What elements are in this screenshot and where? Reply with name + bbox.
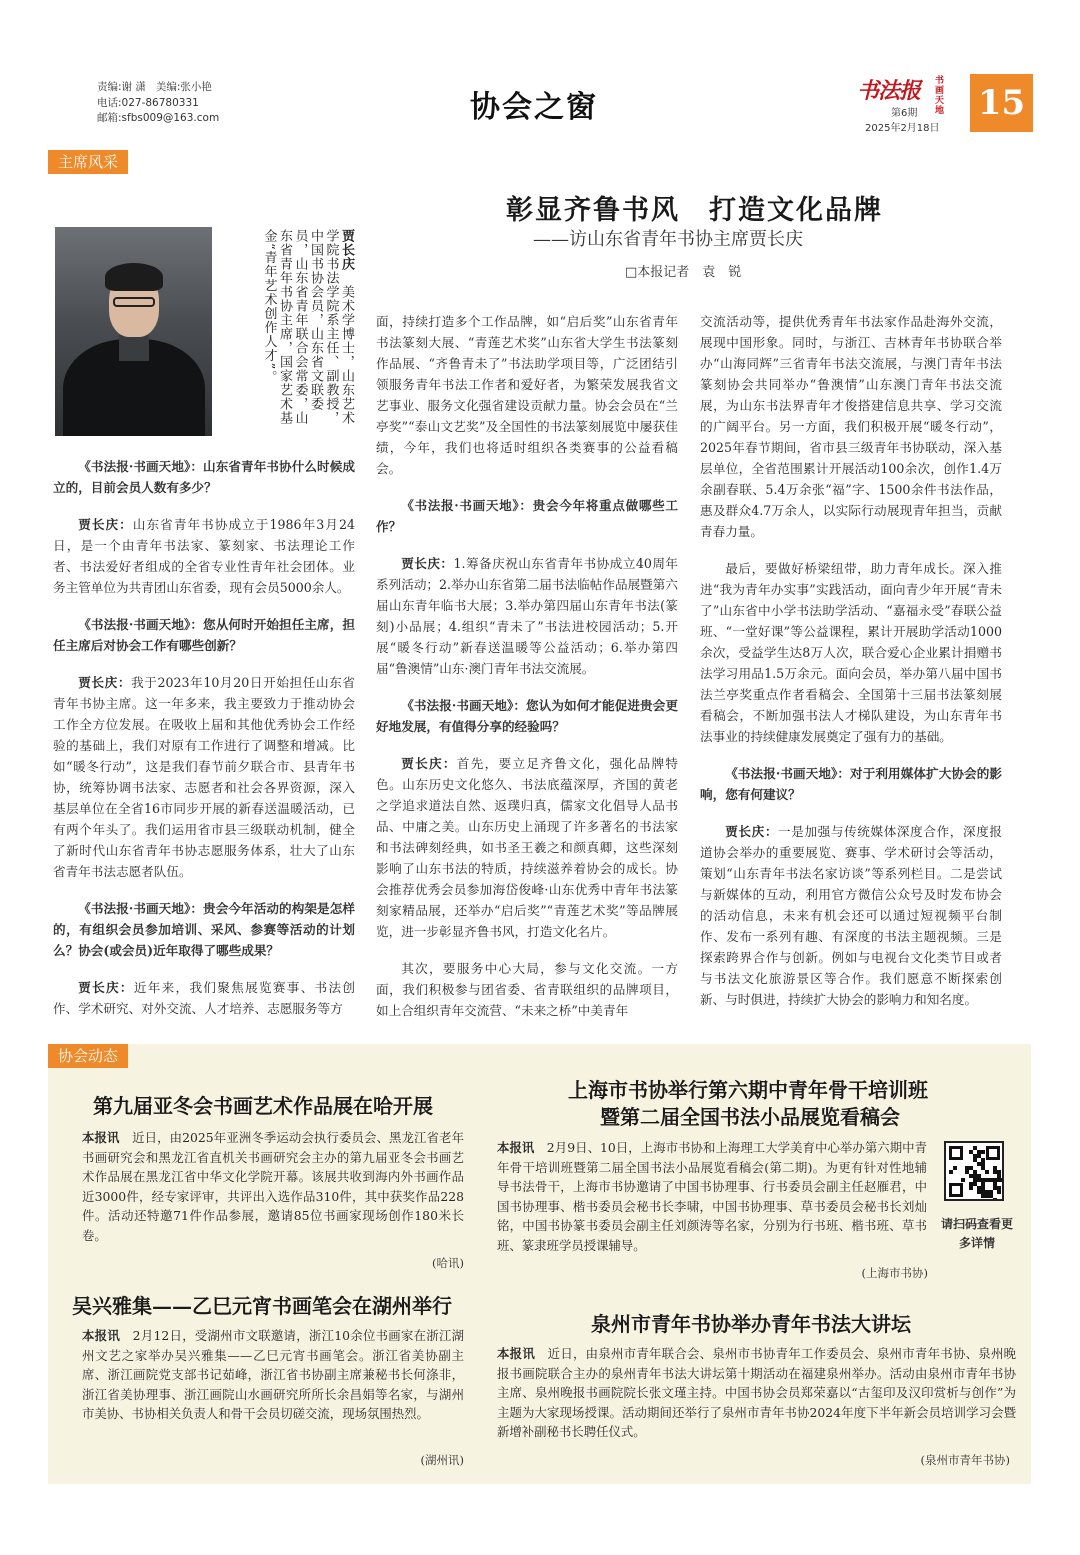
interview-question: 《书法报·书画天地》：贵会今年将重点做哪些工作？ <box>376 498 678 534</box>
news-text: 2月9日、10日，上海市书协和上海理工大学美育中心举办第六期中青年骨干培训班暨第二届全国书法小品展览看稿会(第二期)。为更有针对性地辅导书法骨干，上海市书协邀请了中国书协理事、行书委员会副主任赵雁君，中国书协理事、楷书委员会秘书长李啸，中国书协理事、草书委员会秘书长刘灿铭，中国书协篆书委员会副主任刘颜涛等名家，分别为行书班、楷书班、草书班、篆隶班学员授课辅导。 <box>497 1140 928 1253</box>
qr-module <box>997 1190 1001 1194</box>
news-source: (泉州市青年书协) <box>920 1453 1010 1467</box>
speaker-name: 贾长庆： <box>725 824 779 839</box>
news-title: 上海市书协举行第六期中青年骨干培训班 <box>568 1078 928 1102</box>
editor-name: 责编:谢 潇 <box>97 81 146 93</box>
qr-module <box>953 1166 957 1170</box>
qr-module <box>993 1198 997 1201</box>
qr-finder <box>986 1146 1000 1160</box>
qr-code[interactable] <box>944 1141 1004 1201</box>
news-title: 第九届亚冬会书画艺术作品展在哈开展 <box>93 1094 433 1118</box>
bio-vertical <box>222 229 354 434</box>
interview-answer <box>700 821 1002 1010</box>
answer-text: 1.筹备庆祝山东省青年书协成立40周年系列活动；2.举办山东省第二届书法临帖作品展暨第六届山东青年临书大展；3.举办第四届山东青年书法(篆刻)小品展；4.组织“青未了”书法进校园活动；5.开展“暖冬行动”新春送温暖等公益活动；6.举办第四届“鲁澳情”山东·澳门青年书法交流展。 <box>376 556 679 676</box>
issue-number: 第6期 <box>891 108 918 119</box>
answer-text: 首先，要立足齐鲁文化，强化品牌特色。山东历史文化悠久、书法底蕴深厚，齐国的黄老之学追求道法自然、返璞归真，儒家文化倡导人品书品、中庸之美。山东历史上涌现了许多著名的书法家和书法碑刻经典，如书圣王羲之和颜真卿，这些深刻影响了山东书法的特质，持续滋养着协会的成长。协会推荐优秀会员参加海岱俊峰·山东优秀中青年书法篆刻家精品展，还举办“启后奖”“青莲艺术奖”等品牌展览，进一步彰显齐鲁书风，打造文化名片。 <box>376 756 678 939</box>
section-title: 协会之窗 <box>470 90 598 125</box>
speaker-name: 贾长庆： <box>78 517 133 532</box>
interview-answer <box>700 311 1002 542</box>
qr-caption: 请扫码查看更多详情 <box>940 1217 1013 1250</box>
answer-text: 一是加强与传统媒体深度合作，深度报道协会举办的重要展览、赛事、学术研讨会等活动，策划“山东青年书法名家访谈”等系列栏目。二是尝试与新媒体的互动，利用官方微信公众号及时发布协会的活动信息，未来有机会还可以通过短视频平台制作、发布一系列有趣、有深度的书法主题视频。三是探索跨界合作与创新。例如与电视台文化类节目或者与书法文化旅游景区等合作。我们愿意不断探索创新、与时俱进，持续扩大协会的影响力和知名度。 <box>700 824 1002 1007</box>
interview-answer <box>376 553 678 679</box>
answer-text: 最后，要做好桥梁纽带，助力青年成长。深入推进“我为青年办实事”实践活动，面向青少年开展“青未了”山东省中小学书法助学活动、“嘉福永受”春联公益班、“一堂好课”等公益课程，累计开展助学活动1000余次，受益学生达8万人次，联合爱心企业累计捐赠书法学习用品1.5万余元。面向会员，举办第八届中国书法兰亭奖重点作者看稿会、全国第十三届书法篆刻展看稿会，不断加强书法人才梯队建设，为山东青年书法事业的持续健康发展奠定了强有力的基础。 <box>700 561 1002 744</box>
answer-text: 山东省青年书协成立于1986年3月24日，是一个由青年书法家、篆刻家、书法理论工作者、书法爱好者组成的全省专业性青年社会团体。业务主管单位为共青团山东省委，现有会员5000余人。 <box>53 517 356 595</box>
interview-answer <box>376 311 678 479</box>
interview-answer <box>53 672 355 882</box>
tag-news: 协会动态 <box>48 1044 128 1068</box>
qr-module <box>985 1170 989 1174</box>
speaker-name: 贾长庆： <box>78 980 134 995</box>
qr-finder <box>949 1183 963 1197</box>
news-text: 近日，由泉州市青年联合会、泉州市书协青年工作委员会、泉州市青年书协、泉州晚报书画院联合主办的泉州青年书法大讲坛第十期活动在福建泉州举办。活动由泉州市青年书协主席、泉州晚报书画院院长张文瑾主持。中国书协会员郑荣嘉以“古玺印及汉印赏析与创作”为主题为大家现场授课。活动期间还举行了泉州市青年书协2024年度下半年新会员培训学习会暨新增补副秘书长聘任仪式。 <box>497 1346 1017 1439</box>
answer-text: 我于2023年10月20日开始担任山东省青年书协主席。这一年多来，我主要致力于推动协会工作全方位发展。在吸收上届和其他优秀协会工作经验的基础上，我们对原有工作进行了调整和增减。比如“暖冬行动”，这是我们春节前夕联合市、县青年书协，统筹协调书法家、志愿者和社会各界资源，深入基层单位在全省16市同步开展的新春送温暖活动，已有两个年头了。我们运用省市县三级联动机制，健全了新时代山东省青年书协志愿服务体系，壮大了山东省青年书法志愿者队伍。 <box>53 675 356 879</box>
qr-module <box>969 1186 973 1190</box>
interview-question: 《书法报·书画天地》：您认为如何才能促进贵会更好地发展，有值得分享的经验吗？ <box>376 698 678 734</box>
interview-answer <box>53 977 355 1019</box>
interview-answer <box>376 958 678 1021</box>
qr-module <box>949 1170 953 1174</box>
tag-chairman: 主席风采 <box>48 150 128 174</box>
answer-text: 其次，要服务中心大局，参与文化交流。一方面，我们积极参与团省委、省青联组织的品牌项目，如上合组织青年交流营、“未来之桥”中美青年 <box>376 961 678 1018</box>
qr-finder <box>949 1146 963 1160</box>
article-column-2 <box>376 311 678 1037</box>
news-title-line2: 暨第二届全国书法小品展览看稿会 <box>600 1105 900 1129</box>
answer-text: 面，持续打造多个工作品牌，如“启后奖”山东省青年书法篆刻大展、“青莲艺术奖”山东省大学生书法篆刻作品展、“齐鲁青未了”书法助学项目等，广泛团结引领服务青年书法工作者和爱好者，为繁荣发展我省文艺事业、服务文化强省建设贡献力量。协会会员在“兰亭奖”“泰山文艺奖”及全国性的书法篆刻展览中屡获佳绩，今年，我们也将适时组织各类赛事的公益看稿会。 <box>376 314 678 476</box>
news-source: (哈讯) <box>432 1256 464 1270</box>
bio-text: 美术学博士，山东艺术学院书法学院系主任、副教授，中国书协会员，山东省文联委员，山东省青年联合会常委，山东省青年书协主席，国家艺术基金“青年艺术创作人才”。 <box>261 229 354 425</box>
paper-name: 书法报 <box>857 78 921 104</box>
news-lead: 本报讯 <box>497 1140 535 1155</box>
news-body <box>82 1326 464 1424</box>
bio-name: 贾长庆 <box>339 229 354 271</box>
article-column-3 <box>700 311 1002 1026</box>
news-source: (上海市书协) <box>861 1266 928 1280</box>
page-number: 15 <box>970 74 1033 132</box>
speaker-name: 贾长庆： <box>401 556 454 571</box>
news-body <box>497 1344 1016 1442</box>
paper-sub: 书画天地 <box>935 76 945 116</box>
interview-question: 《书法报·书画天地》：对于利用媒体扩大协会的影响，您有何建议？ <box>700 766 1002 802</box>
issue-date: 2025年2月18日 <box>865 123 940 134</box>
speaker-name: 贾长庆： <box>401 756 457 771</box>
interview-answer <box>700 558 1002 747</box>
news-title: 吴兴雅集——乙巳元宵书画笔会在湖州举行 <box>72 1294 452 1318</box>
answer-text: 交流活动等，提供优秀青年书法家作品赴海外交流，展现中国形象。同时，与浙江、吉林青年书协联合举办“山海同辉”三省青年书法交流展，与澳门青年书法篆刻协会共同举办“鲁澳情”山东澳门青年书法交流展，为山东书法界青年才俊搭建信息共享、学习交流的广阔平台。另一方面，我们积极开展“暖冬行动”，2025年春节期间，省市县三级青年书协联动，深入基层单位，全省范围累计开展活动100余次，创作1.4万余副春联、5.4万余张“福”字、1500余件书法作品，惠及群众4.7万余人，以实际行动展现青年担当，贡献青春力量。 <box>700 314 1002 539</box>
qr-module <box>961 1178 965 1182</box>
news-source: (湖州讯) <box>420 1453 464 1467</box>
speaker-name: 贾长庆： <box>78 675 132 690</box>
masthead <box>857 74 967 134</box>
portrait-photo <box>55 227 212 436</box>
news-body <box>82 1128 464 1245</box>
article-column-1 <box>53 456 355 1035</box>
answer-text: 近年来，我们聚焦展览赛事、书法创作、学术研究、对外交流、人才培养、志愿服务等方 <box>53 980 355 1016</box>
news-text: 2月12日，受湖州市文联邀请，浙江10余位书画家在浙江湖州文艺之家举办吴兴雅集——乙巳元宵书画笔会。浙江省美协副主席、浙江画院党支部书记茹峰，浙江省书协副主席兼秘书长何涤非，浙江省美协理事、浙江画院山水画研究所所长余昌娟等名家，与湖州市美协、书协相关负责人和骨干会员切磋交流，现场氛围热烈。 <box>82 1328 465 1421</box>
interview-answer <box>376 753 678 942</box>
qr-module <box>1001 1178 1004 1182</box>
news-lead: 本报讯 <box>497 1346 535 1361</box>
news-lead: 本报讯 <box>82 1328 121 1343</box>
email: 邮箱:sfbs009@163.com <box>97 112 220 124</box>
news-text: 近日，由2025年亚洲冬季运动会执行委员会、黑龙江省老年书画研究会和黑龙江省直机关书画研究会主办的第九届亚冬会书画艺术作品展在黑龙江省中华文化学院开幕。该展共收到海内外书画作品近3000件，经专家评审，共评出入选作品310件，其中获奖作品228件。活动还特邀71件作品参展，邀请85位书画家现场创作180米长卷。 <box>82 1130 464 1243</box>
designer-name: 美编:张小艳 <box>155 81 212 93</box>
news-lead: 本报讯 <box>82 1130 120 1145</box>
article-title: 彰显齐鲁书风 打造文化品牌 <box>506 195 883 226</box>
news-title: 泉州市青年书协举办青年书法大讲坛 <box>591 1312 911 1336</box>
interview-question: 《书法报·书画天地》：山东省青年书协什么时候成立的，目前会员人数有多少？ <box>53 459 355 495</box>
interview-question: 《书法报·书画天地》：贵会今年活动的构架是怎样的，有组织会员参加培训、采风、参赛等活动的计划么？协会(或会员)近年取得了哪些成果？ <box>53 901 355 958</box>
article-byline: □本报记者 袁 锐 <box>625 265 742 280</box>
qr-module <box>981 1150 985 1154</box>
phone: 电话:027-86780331 <box>97 96 199 109</box>
news-body <box>497 1138 927 1255</box>
interview-answer <box>53 514 355 598</box>
article-subtitle: ——访山东省青年书协主席贾长庆 <box>533 229 803 250</box>
editor-info <box>97 80 222 127</box>
interview-question: 《书法报·书画天地》：您从何时开始担任主席，担任主席后对协会工作有哪些创新？ <box>53 617 355 653</box>
